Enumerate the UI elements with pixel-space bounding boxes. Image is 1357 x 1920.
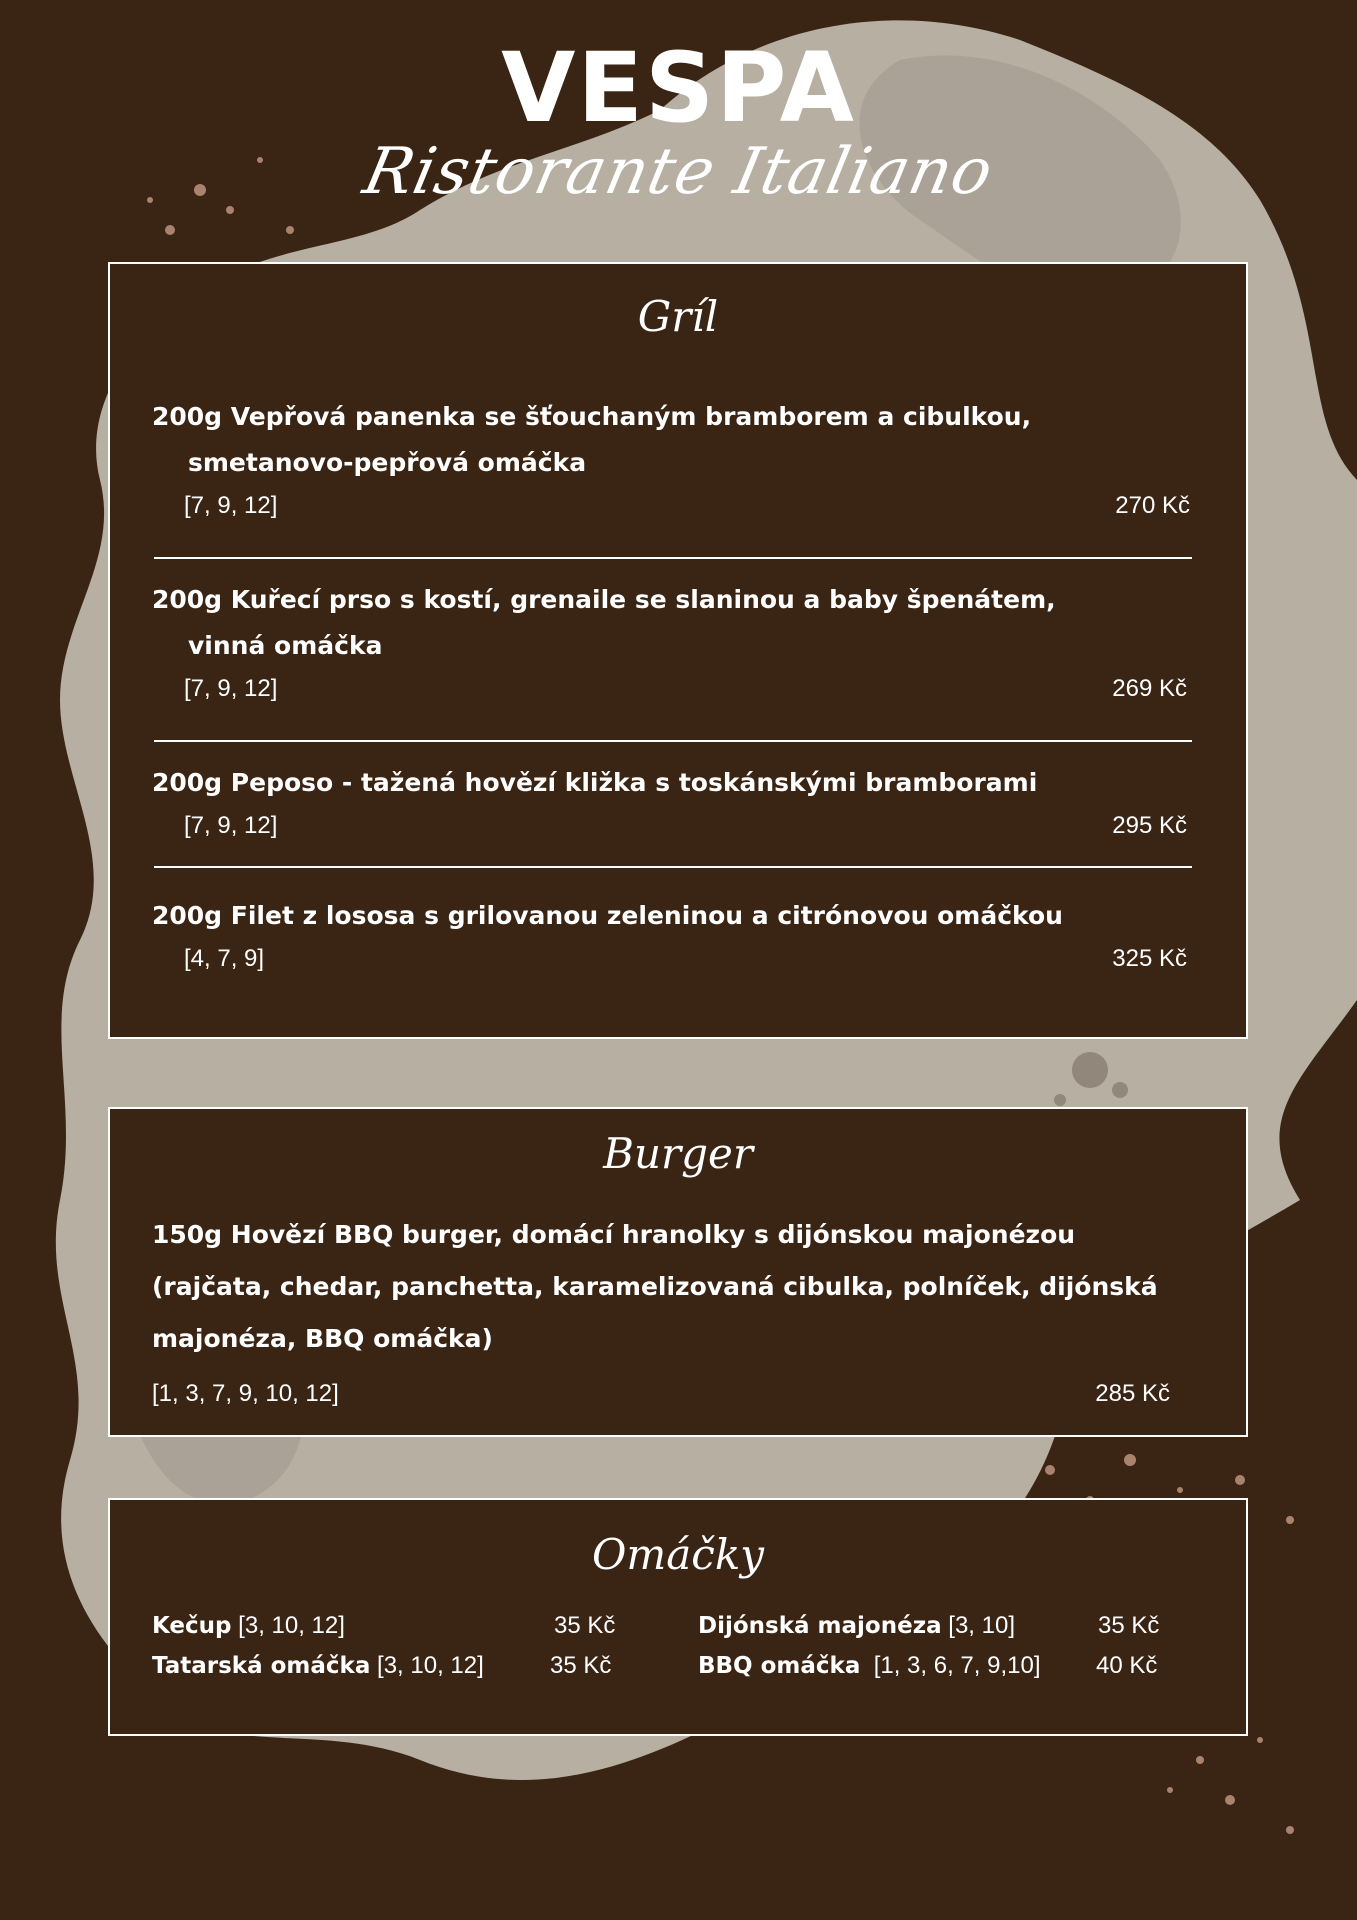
sauce-item [152,1646,484,1686]
menu-item [152,760,1202,846]
item-allergens: [7, 9, 12] [184,492,278,519]
item-price: 325 Kč [1112,945,1187,972]
burger-title: Burger [603,1129,753,1178]
sauce-name: BBQ omáčka [698,1653,861,1679]
sauce-allergens: [3, 10, 12] [238,1612,345,1639]
sauce-price: 40 Kč [1096,1652,1158,1679]
item-allergens: [7, 9, 12] [184,812,278,839]
divider [154,866,1192,868]
sauce-item [698,1606,1015,1646]
divider [154,557,1192,559]
sauce-name: Kečup [152,1613,232,1639]
burger-panel [108,1107,1248,1437]
item-price: 295 Kč [1112,812,1187,839]
sauce-allergens: [3, 10] [948,1612,1015,1639]
item-allergens: [4, 7, 9] [184,945,265,972]
item-name: 200g Peposo - tažená hovězí kližka s toskánskými bramborami [152,768,1038,797]
sauces-panel [108,1498,1248,1736]
sauce-price: 35 Kč [554,1612,616,1639]
sauce-name: Tatarská omáčka [152,1653,371,1679]
divider [154,740,1192,742]
item-allergens: [1, 3, 7, 9, 10, 12] [152,1380,339,1407]
gril-panel [108,262,1248,1039]
menu-item [152,577,1202,709]
item-name: 200g Kuřecí prso s kostí, grenaile se slaninou a baby špenátem, vinná omáčka [152,585,1056,660]
sauce-price: 35 Kč [550,1652,612,1679]
sauces-title: Omáčky [592,1530,764,1579]
item-name: 200g Vepřová panenka se šťouchaným bramborem a cibulkou, smetanovo-pepřová omáčka [152,402,1032,477]
item-name: 150g Hovězí BBQ burger, domácí hranolky s dijónskou majonézou (rajčata, chedar, panchetta, karamelizovaná cibulka, polníček, dijónská majonéza, BBQ omáčka) [152,1220,1158,1353]
menu-item [152,394,1202,526]
item-allergens: [7, 9, 12] [184,675,278,702]
sauce-name: Dijónská majonéza [698,1613,942,1639]
item-price: 285 Kč [1095,1380,1170,1407]
restaurant-logo: VESPA [501,32,856,144]
sauce-allergens: [1, 3, 6, 7, 9,10] [867,1652,1041,1679]
menu-item [152,893,1202,979]
item-price: 269 Kč [1112,675,1187,702]
restaurant-subtitle: Ristorante Italiano [357,135,1000,209]
sauce-allergens: [3, 10, 12] [377,1652,484,1679]
item-name: 200g Filet z lososa s grilovanou zeleninou a citrónovou omáčkou [152,901,1063,930]
menu-item [152,1374,1192,1414]
sauce-item [152,1606,345,1646]
gril-title: Gríl [637,292,719,341]
item-price: 270 Kč [1115,492,1190,519]
sauce-item [698,1646,1040,1686]
sauce-price: 35 Kč [1098,1612,1160,1639]
